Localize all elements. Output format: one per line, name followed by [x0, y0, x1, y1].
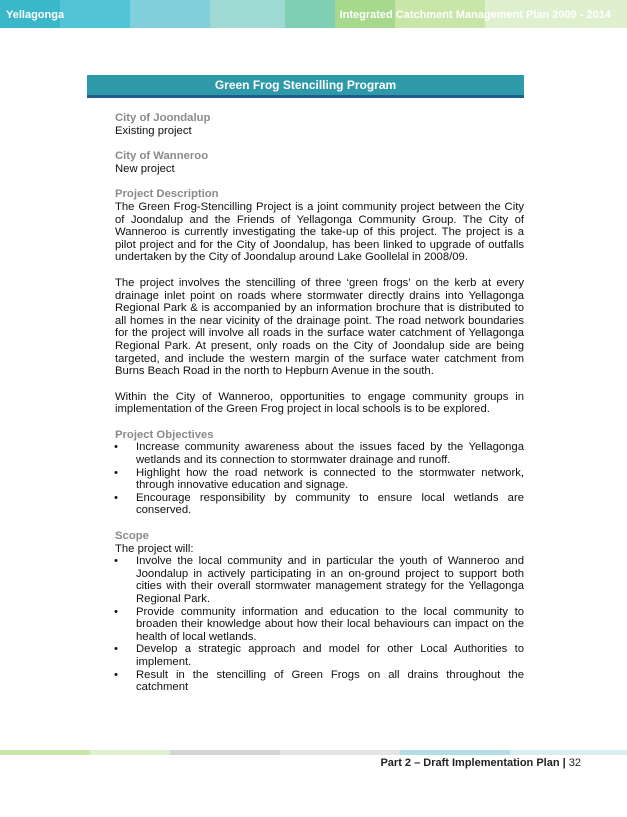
bullet-icon: •	[114, 668, 118, 681]
scope-intro: The project will:	[115, 542, 194, 555]
wanneroo-text: New project	[115, 162, 175, 175]
bullet-icon: •	[114, 555, 118, 568]
scope-item	[115, 606, 524, 644]
bullet-icon: •	[114, 441, 118, 454]
footer-band-seg-4	[280, 750, 400, 755]
scope-list	[115, 555, 524, 694]
section-title: Green Frog Stencilling Program	[214, 78, 397, 92]
objective-item	[115, 441, 524, 466]
bullet-icon: •	[114, 643, 118, 656]
scope-text: Provide community information and education to the local community to broaden their knowledge about how their local behaviours can impact on the health of local wetlands.	[136, 605, 524, 643]
bullet-icon: •	[114, 491, 118, 504]
description-paragraph-2: The project involves the stencilling of three ‘green frogs’ on the kerb at every drainage inlet point on roads where stormwater directly drains into Yellagonga Regional Park & is accompanied by an information brochure that is distributed to all homes in the near vicinity of the drainage point. The road network boundaries for the project will involve all roads in the surface water catchment of Yellagonga Regional Park. At present, only roads on the City of Joondalup side are being targeted, and include the western margin of the surface water catchment from Burns Beach Road in the north to Hepburn Avenue in the south.	[115, 276, 524, 378]
objective-text: Increase community awareness about the issues faced by the Yellagonga wetlands and its connection to stormwater drainage and runoff.	[136, 441, 524, 467]
footer-band	[0, 750, 627, 755]
footer-band-seg-6	[510, 750, 627, 755]
footer-part-label: Part 2 – Draft Implementation Plan |	[380, 757, 566, 769]
joondalup-heading: City of Joondalup	[115, 112, 211, 124]
wanneroo-heading: City of Wanneroo	[115, 150, 209, 163]
header-left-title: Yellagonga	[6, 9, 65, 21]
section-title-bar	[87, 75, 524, 98]
header-band-seg-5	[285, 0, 335, 28]
scope-item	[115, 555, 524, 605]
objectives-heading: Project Objectives	[115, 428, 214, 441]
description-paragraph-3: Within the City of Wanneroo, opportunities to engage community groups in implementation of the Green Frog project in local schools is to be explored.	[115, 390, 524, 416]
joondalup-text: Existing project	[115, 124, 192, 137]
header-right-title: Integrated Catchment Management Plan 2009 - 2014	[339, 9, 611, 21]
objectives-list	[115, 441, 524, 517]
objective-text: Highlight how the road network is connected to the stormwater network, through innovative education and signage.	[136, 466, 524, 492]
header-band-seg-3	[130, 0, 210, 28]
footer-band-seg-1	[0, 750, 90, 755]
bullet-icon: •	[114, 466, 118, 479]
scope-text: Develop a strategic approach and model for other Local Authorities to implement.	[136, 643, 524, 668]
scope-text: Result in the stencilling of Green Frogs on all drains throughout the catchment	[136, 668, 524, 694]
footer-band-seg-5	[400, 750, 510, 755]
scope-item	[115, 669, 524, 694]
header-band-seg-2	[60, 0, 130, 28]
bullet-icon: •	[114, 605, 118, 618]
footer-band-seg-3	[170, 750, 280, 755]
scope-item	[115, 643, 524, 668]
page-number: 32	[568, 757, 581, 769]
description-heading: Project Description	[115, 188, 219, 201]
scope-text: Involve the local community and in particular the youth of Wanneroo and Joondalup in actively participating in an on-ground project to support both cities with their overall stormwater management strategy for the Yellagonga Regional Park.	[136, 555, 524, 605]
header-band-seg-4	[210, 0, 285, 28]
objective-item	[115, 467, 524, 492]
main-content	[115, 112, 524, 694]
description-paragraph-1: The Green Frog-Stencilling Project is a joint community project between the City of Joondalup and the Friends of Yellagonga Community Group. The City of Wanneroo is currently investigating the take-up of this project. The project is a pilot project and for the City of Joondalup, has been linked to upgrade of outfalls undertaken by the City of Joondalup around Lake Goollelal in 2008/09.	[115, 200, 524, 264]
objective-item	[115, 492, 524, 517]
objective-text: Encourage responsibility by community to ensure local wetlands are conserved.	[136, 491, 524, 517]
footer-label	[380, 757, 581, 769]
scope-heading: Scope	[115, 530, 149, 543]
footer-band-seg-2	[90, 750, 170, 755]
